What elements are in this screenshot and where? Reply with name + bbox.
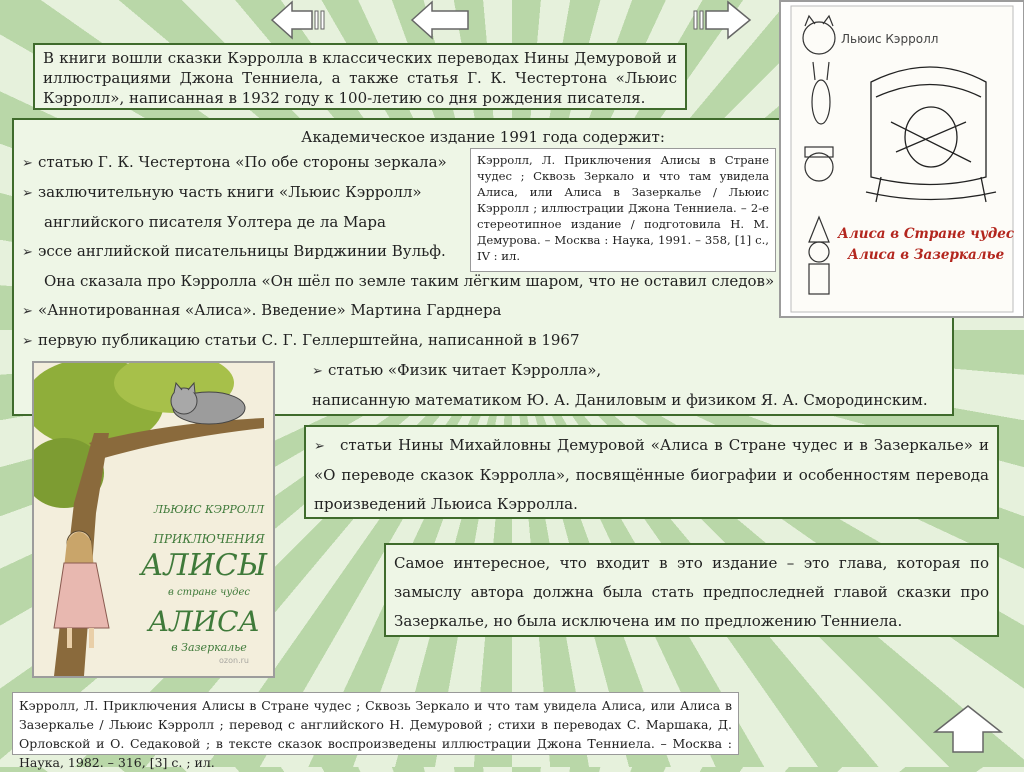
list-item: ➢ эссе английской писательницы Вирджинии Вульф.: [22, 237, 944, 267]
arrow-first-icon: [270, 0, 332, 40]
list-item-continuation: написанную математиком Ю. А. Даниловым и физиком Я. А. Смородинским.: [312, 391, 928, 409]
arrow-next-icon: [690, 0, 752, 40]
nav-back-button[interactable]: [410, 0, 472, 40]
bullet-arrow-icon: ➢: [314, 439, 325, 454]
demurova-articles-text: статьи Нины Михайловны Демуровой «Алиса в Стране чудес и в Зазеркалье» и «О переводе сказок Кэрролла», посвящённые биографии и особенностям перевода произведений Льюиса Кэрролла.: [314, 436, 989, 513]
list-item: ➢ «Аннотированная «Алиса». Введение» Мартина Гарднера: [22, 296, 944, 326]
list-item-continuation: Она сказала про Кэрролла «Он шёл по земле таким лёгким шаром, что не оставил следов»: [44, 272, 775, 290]
bullet-arrow-icon: ➢: [312, 364, 323, 379]
nav-next-button[interactable]: [690, 0, 752, 40]
list-item: ➢ статью «Физик читает Кэрролла»,: [22, 356, 944, 386]
nav-first-button[interactable]: [270, 0, 332, 40]
cover-illustration: [34, 363, 273, 676]
cover-bottom-title-1: ПРИКЛЮЧЕНИЯ: [153, 532, 265, 546]
bullet-arrow-icon: ➢: [22, 245, 33, 260]
cover-illustration: [781, 2, 1023, 316]
cover-bottom-title-4: АЛИСА: [148, 605, 260, 638]
intro-text: В книги вошли сказки Кэрролла в классических переводах Нины Демуровой и иллюстрациями Джона Тенниела, а также статья Г. К. Честертона «Льюис Кэрролл», написанная в 1932 году к 100-летию со дня рождения писателя.: [33, 43, 687, 110]
book-cover-1991: [779, 0, 1024, 318]
demurova-articles-box: [304, 425, 999, 519]
cover-bottom-title-5: в Зазеркалье: [171, 641, 247, 654]
list-item: ➢ статью Г. К. Честертона «По обе стороны зеркала»: [22, 148, 944, 178]
bullet-arrow-icon: ➢: [22, 186, 33, 201]
cover-top-title-2: Алиса в Зазеркалье: [847, 247, 1005, 263]
book-cover-1982: [32, 361, 275, 678]
interesting-fact-box: Самое интересное, что входит в это издание – это глава, которая по замыслу автора должна была стать предпоследней главой сказки про Зазеркалье, но была исключена им по предложению Тенниела.: [384, 543, 999, 637]
edition-contents-heading: Академическое издание 1991 года содержит:: [301, 128, 665, 146]
cover-bottom-title-3: в стране чудес: [167, 587, 251, 598]
arrow-back-icon: [410, 0, 472, 40]
cover-bottom-author: ЛЬЮИС КЭРРОЛЛ: [153, 503, 265, 516]
home-button[interactable]: [933, 704, 1003, 754]
citation-1991: Кэрролл, Л. Приключения Алисы в Стране чудес ; Сквозь Зеркало и что там увидела Алиса, или Алиса в Зазеркалье / Льюис Кэрролл ; иллюстрации Джона Тенниела. – 2-е стереотипное издание / подготовила Н. М. Демурова. – Москва : Наука, 1991. – 358, [1] с., IV : ил.: [470, 148, 776, 272]
bullet-arrow-icon: ➢: [22, 156, 33, 171]
cover-bottom-title-2: АЛИСЫ: [140, 548, 268, 583]
cover-watermark: ozon.ru: [219, 656, 249, 665]
list-item: ➢ первую публикацию статьи С. Г. Геллерштейна, написанной в 1967: [22, 326, 944, 356]
cover-top-title-1: Алиса в Стране чудес: [837, 226, 1015, 242]
list-item: ➢ заключительную часть книги «Льюис Кэрролл»: [22, 178, 944, 208]
cover-top-author: Льюис Кэрролл: [841, 32, 939, 46]
list-item-continuation: английского писателя Уолтера де ла Мара: [44, 213, 386, 231]
bullet-arrow-icon: ➢: [22, 334, 33, 349]
citation-1982: Кэрролл, Л. Приключения Алисы в Стране чудес ; Сквозь Зеркало и что там увидела Алиса, или Алиса в Зазеркалье / Льюис Кэрролл ; перевод с английского Н. Демуровой ; стихи в переводах С. Маршака, Д. Орловской и О. Седаковой ; в тексте сказок воспроизведены иллюстрации Джона Тенниела. – Москва : Наука, 1982. – 316, [3] с. ; ил.: [12, 692, 739, 755]
bullet-arrow-icon: ➢: [22, 304, 33, 319]
arrow-up-icon: [933, 704, 1003, 754]
